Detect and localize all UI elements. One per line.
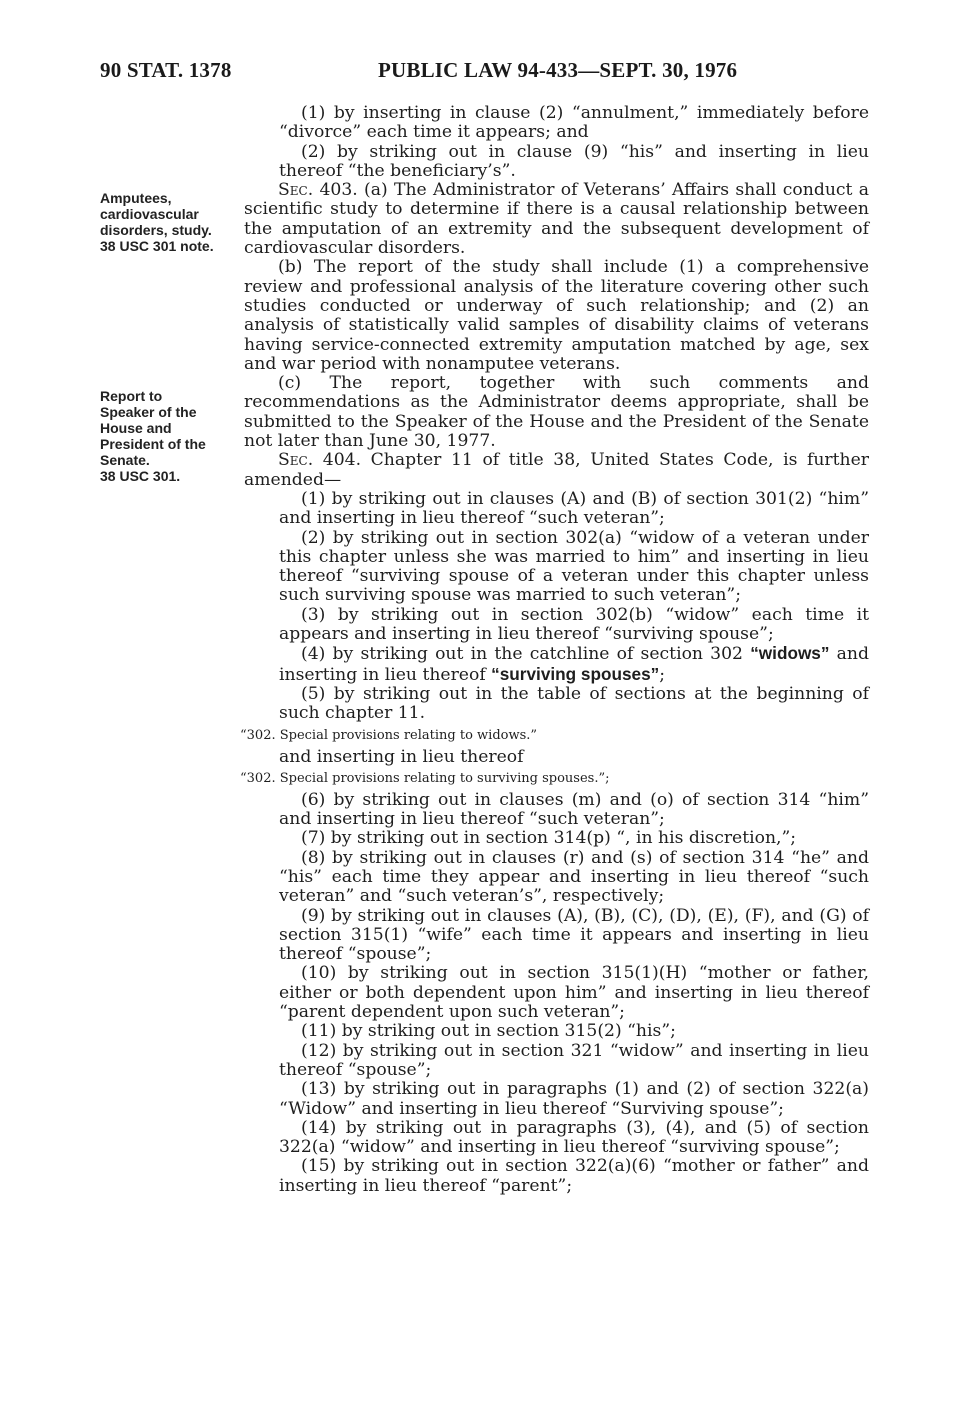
amendment-14: (14) by striking out in paragraphs (3), (4), and (5) of section 322(a) “widow” and inserting in lieu thereof “surviving spouse”; [279,1117,869,1158]
margin-note-report [100,388,206,484]
and-inserting-line: and inserting in lieu thereof [279,746,524,767]
amendment-12: (12) by striking out in section 321 “widow” and inserting in lieu thereof “spouse”; [279,1040,869,1080]
sec-label: Sec. [278,450,314,471]
amendment-11: (11) by striking out in section 315(2) “his”; [301,1021,676,1042]
amendment-4-text-2: and inserting in lieu thereof [279,644,869,685]
amendment-9: (9) by striking out in clauses (A), (B), (C), (D), (E), (F), and (G) of section 315(1) “wife” each time it appears and inserting in lieu thereof “spouse”; [279,905,869,965]
amendment-3: (3) by striking out in section 302(b) “widow” each time it appears and inserting in lieu thereof “surviving spouse”; [279,604,869,645]
margin-note-line: Amputees, [100,190,172,206]
quoted-table-entry-old: “302. Special provisions relating to widows.” [240,727,538,743]
section-403a-text: 403. (a) The Administrator of Veterans’ Affairs shall conduct a scientific study to determine if there is a causal relationship between the amputation of an extremity and the subsequent development of cardiovascular disorders. [244,180,869,259]
sec-label: Sec. [278,180,314,201]
amendment-1: (1) by striking out in clauses (A) and (B) of section 301(2) “him” and inserting in lieu thereof “such veteran”; [279,488,869,529]
amendment-15: (15) by striking out in section 322(a)(6) “mother or father” and inserting in lieu thereof “parent”; [279,1156,869,1196]
section-403c: (c) The report, together with such comments and recommendations as the Administrator deems appropriate, shall be submitted to the Speaker of the House and the President of the Senate not later than June 30, 1977. [244,373,869,452]
amendment-4 [244,644,869,685]
section-403b: (b) The report of the study shall include (1) a comprehensive review and professional analysis of the literature covering other such studies conducted or underway of such relationship; and (2) an analysis of statistically valid samples of disability claims of veterans having service-connected extremity amputation matched by age, sex and war period with nonamputee veterans. [244,257,869,374]
margin-note-line: Report to [100,388,163,404]
amendment-13: (13) by striking out in paragraphs (1) and (2) of section 322(a) “Widow” and inserting in lieu thereof “Surviving spouse”; [279,1079,869,1119]
stat-citation: 90 STAT. 1378 [100,58,232,82]
amendment-7: (7) by striking out in section 314(p) “, in his discretion,”; [301,828,797,849]
amendment-6: (6) by striking out in clauses (m) and (o) of section 314 “him” and inserting in lieu thereof “such veteran”; [279,789,869,830]
margin-note-amputees [100,190,214,254]
margin-note-line: 38 USC 301 note. [100,238,214,254]
clause-1: (1) by inserting in clause (2) “annulment,” immediately before “divorce” each time it appears; and [279,103,869,143]
catchline-old: “widows” [750,643,830,664]
law-title: PUBLIC LAW 94-433—SEPT. 30, 1976 [378,58,738,82]
margin-note-line: disorders, study. [100,222,212,238]
body-text [240,103,869,1196]
section-404 [244,451,869,490]
section-404-text: 404. Chapter 11 of title 38, United States Code, is further amended— [244,450,869,490]
clause-2: (2) by striking out in clause (9) “his” and inserting in lieu thereof “the beneficiary’s”. [279,141,869,181]
amendment-2: (2) by striking out in section 302(a) “widow of a veteran under this chapter unless she was married to him” and inserting in lieu thereof “surviving spouse of a veteran under this chapter unless such surviving spouse was married to such veteran”; [279,527,869,606]
margin-note-line: House and [100,420,172,436]
margin-note-line: 38 USC 301. [100,468,181,484]
margin-note-line: Speaker of the [100,404,197,420]
margin-note-line: President of the [100,436,206,452]
catchline-new: “surviving spouses” [491,663,660,684]
amendment-10: (10) by striking out in section 315(1)(H) “mother or father, either or both dependent upon him” and inserting in lieu thereof “parent dependent upon such veteran”; [279,963,869,1023]
amendment-4-text: (4) by striking out in the catchline of section 302 [301,644,751,665]
amendment-5: (5) by striking out in the table of sections at the beginning of such chapter 11. [279,683,869,724]
amendment-4-end: ; [659,664,666,685]
margin-note-line: cardiovascular [100,206,199,222]
margin-note-line: Senate. [100,452,150,468]
quoted-table-entry-new: “302. Special provisions relating to surviving spouses.”; [240,770,610,786]
amendment-8: (8) by striking out in clauses (r) and (s) of section 314 “he” and “his” each time they appear and inserting in lieu thereof “such veteran” and “such veteran’s”, respectively; [279,847,869,907]
section-403a [244,181,869,258]
